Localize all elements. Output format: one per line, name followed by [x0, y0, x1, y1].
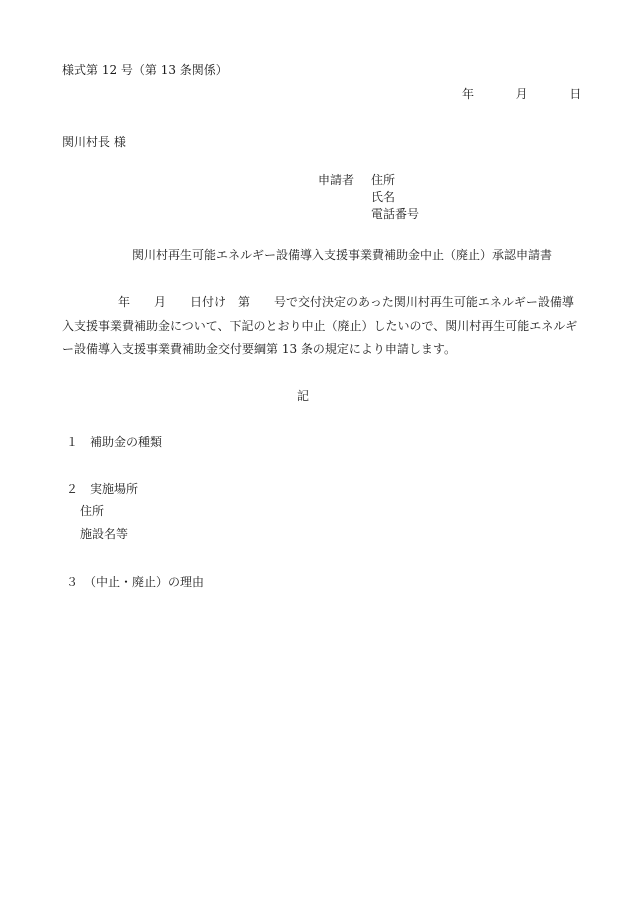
body-line-3: ー設備導入支援事業費補助金交付要綱第 13 条の規定により申請します。 — [62, 342, 456, 356]
body-line-1: 年 月 日付け 第 号で交付決定のあった関川村再生可能エネルギー設備導 — [118, 295, 574, 309]
item-2: ２ 実施場所 — [66, 482, 139, 496]
applicant-address: 住所 — [371, 173, 396, 187]
date-year: 年 — [462, 87, 475, 101]
item-2-address: 住所 — [80, 504, 105, 518]
item-1: １ 補助金の種類 — [66, 435, 163, 449]
item-2-facility: 施設名等 — [80, 527, 129, 541]
applicant-name: 氏名 — [371, 190, 396, 204]
applicant-phone: 電話番号 — [371, 207, 420, 221]
body-line-2: 入支援事業費補助金について、下記のとおり中止（廃止）したいので、関川村再生可能エネルギ — [62, 319, 578, 333]
form-number: 様式第 12 号（第 13 条関係） — [62, 63, 228, 77]
applicant-label: 申請者 — [318, 173, 355, 187]
addressee: 関川村長 様 — [62, 135, 126, 149]
date-month: 月 — [515, 87, 528, 101]
date-day: 日 — [569, 87, 582, 101]
document-title: 関川村再生可能エネルギー設備導入支援事業費補助金中止（廃止）承認申請書 — [132, 248, 553, 262]
date-line — [462, 86, 581, 102]
item-3: ３ （中止・廃止）の理由 — [66, 575, 205, 589]
ki-heading: 記 — [297, 389, 310, 403]
